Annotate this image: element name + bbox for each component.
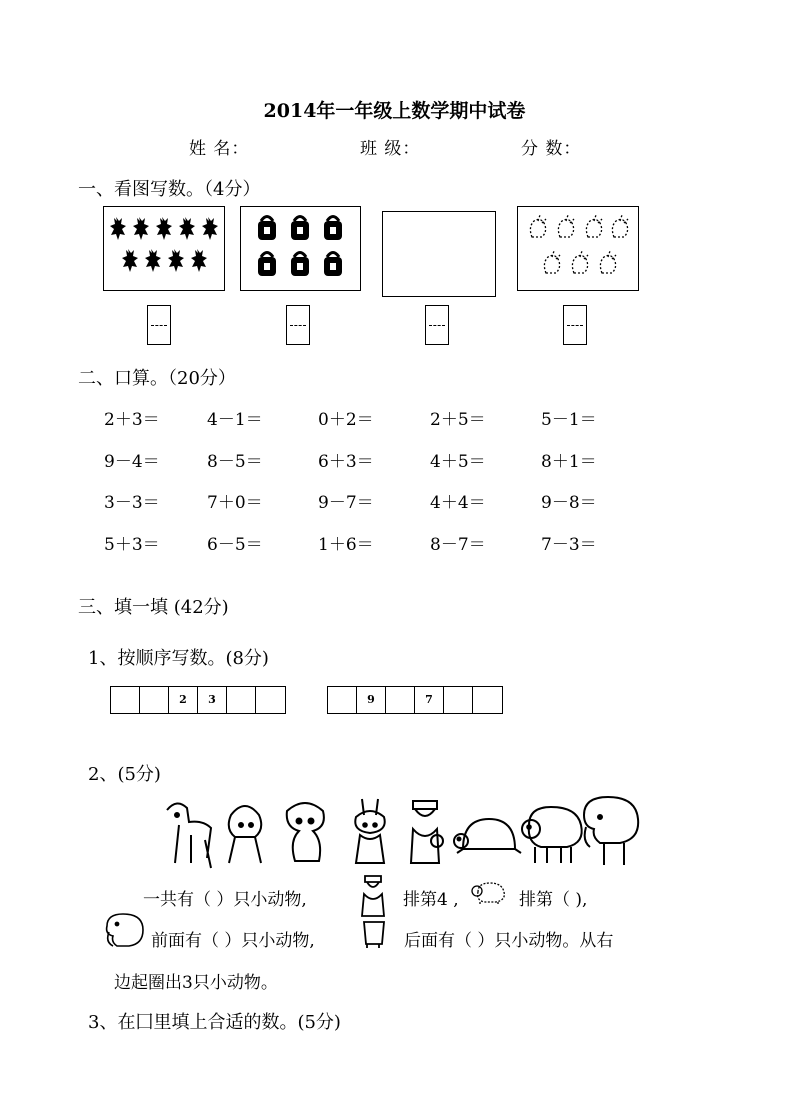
calc-item: 6－5＝ — [207, 535, 263, 555]
sequence-cell[interactable] — [227, 687, 256, 713]
sheep-icon — [470, 880, 506, 906]
calc-item: 1＋6＝ — [318, 535, 374, 555]
puppy-icon — [287, 803, 324, 861]
q2-heading: 2、(5分) — [88, 764, 161, 785]
page-title: 2014年一年级上数学期中试卷 — [263, 100, 526, 122]
calc-item: 9－8＝ — [541, 493, 597, 513]
picture-box-bags — [240, 206, 361, 291]
q2-line1-part3: 排第（ ), — [519, 890, 588, 910]
q2-line2-part2: 后面有（ ）只小动物。从右 — [404, 931, 614, 951]
musician-icon — [357, 872, 391, 950]
answer-box-2[interactable] — [286, 305, 310, 345]
dog-icon — [229, 806, 262, 863]
sheep-icon — [522, 807, 582, 863]
q3-heading: 3、在囗里填上合适的数。(5分) — [88, 1012, 341, 1033]
sequence-cell[interactable] — [140, 687, 169, 713]
elephant-icon — [103, 912, 147, 952]
calc-item: 6＋3＝ — [318, 452, 374, 472]
calc-item: 4＋5＝ — [430, 452, 486, 472]
sequence-cell[interactable] — [473, 687, 502, 713]
sequence-cell[interactable] — [444, 687, 473, 713]
calc-item: 2＋5＝ — [430, 410, 486, 430]
calc-item: 5＋3＝ — [104, 535, 160, 555]
animal-row-illustration — [155, 795, 645, 873]
turtle-icon — [454, 819, 521, 853]
name-field-label: 姓 名： — [189, 139, 250, 159]
calc-item: 9－7＝ — [318, 493, 374, 513]
sequence-row-1 — [110, 686, 286, 714]
sequence-cell[interactable] — [386, 687, 415, 713]
calc-item: 4＋4＝ — [430, 493, 486, 513]
calc-item: 8－7＝ — [430, 535, 486, 555]
q2-line1-part2: 排第4 , — [403, 890, 459, 910]
answer-box-3[interactable] — [425, 305, 449, 345]
q2-line3: 边起圈出3只小动物。 — [114, 973, 278, 993]
elephant-icon — [584, 797, 638, 865]
calc-item: 7＋0＝ — [207, 493, 263, 513]
picture-box-empty — [382, 211, 496, 297]
horse-icon — [167, 803, 211, 868]
calc-item: 2＋3＝ — [104, 410, 160, 430]
section2-heading: 二、口算。（20分） — [78, 368, 236, 389]
sequence-cell[interactable] — [328, 687, 357, 713]
q1-heading: 1、按顺序写数。(8分) — [88, 648, 269, 669]
calc-item: 7－3＝ — [541, 535, 597, 555]
class-field-label: 班 级： — [360, 139, 421, 159]
section3-heading: 三、填一填 (42分) — [78, 597, 229, 618]
calc-item: 8－5＝ — [207, 452, 263, 472]
musician-icon — [411, 801, 443, 863]
picture-box-dotted-animals — [517, 206, 639, 291]
q2-line2-part1: 前面有（ ）只小动物, — [151, 931, 315, 951]
sequence-cell: 9 — [357, 687, 386, 713]
sequence-cell[interactable] — [256, 687, 285, 713]
sequence-cell[interactable] — [111, 687, 140, 713]
q2-line1-part1: 一共有（ ）只小动物, — [143, 890, 307, 910]
dotted-animal-icons — [518, 207, 637, 289]
shrimp-icons — [104, 207, 223, 289]
calc-item: 5－1＝ — [541, 410, 597, 430]
calc-item: 0＋2＝ — [318, 410, 374, 430]
calc-item: 4－1＝ — [207, 410, 263, 430]
picture-box-shrimp — [103, 206, 225, 291]
answer-box-4[interactable] — [563, 305, 587, 345]
score-field-label: 分 数： — [521, 139, 582, 159]
calc-item: 8＋1＝ — [541, 452, 597, 472]
sequence-cell: 2 — [169, 687, 198, 713]
calc-item: 9－4＝ — [104, 452, 160, 472]
rabbit-icon — [355, 799, 384, 863]
sequence-row-2 — [327, 686, 503, 714]
section1-heading: 一、看图写数。（4分） — [78, 179, 261, 200]
bag-icons — [241, 207, 359, 289]
answer-box-1[interactable] — [147, 305, 171, 345]
sequence-cell: 3 — [198, 687, 227, 713]
sequence-cell: 7 — [415, 687, 444, 713]
calc-item: 3－3＝ — [104, 493, 160, 513]
